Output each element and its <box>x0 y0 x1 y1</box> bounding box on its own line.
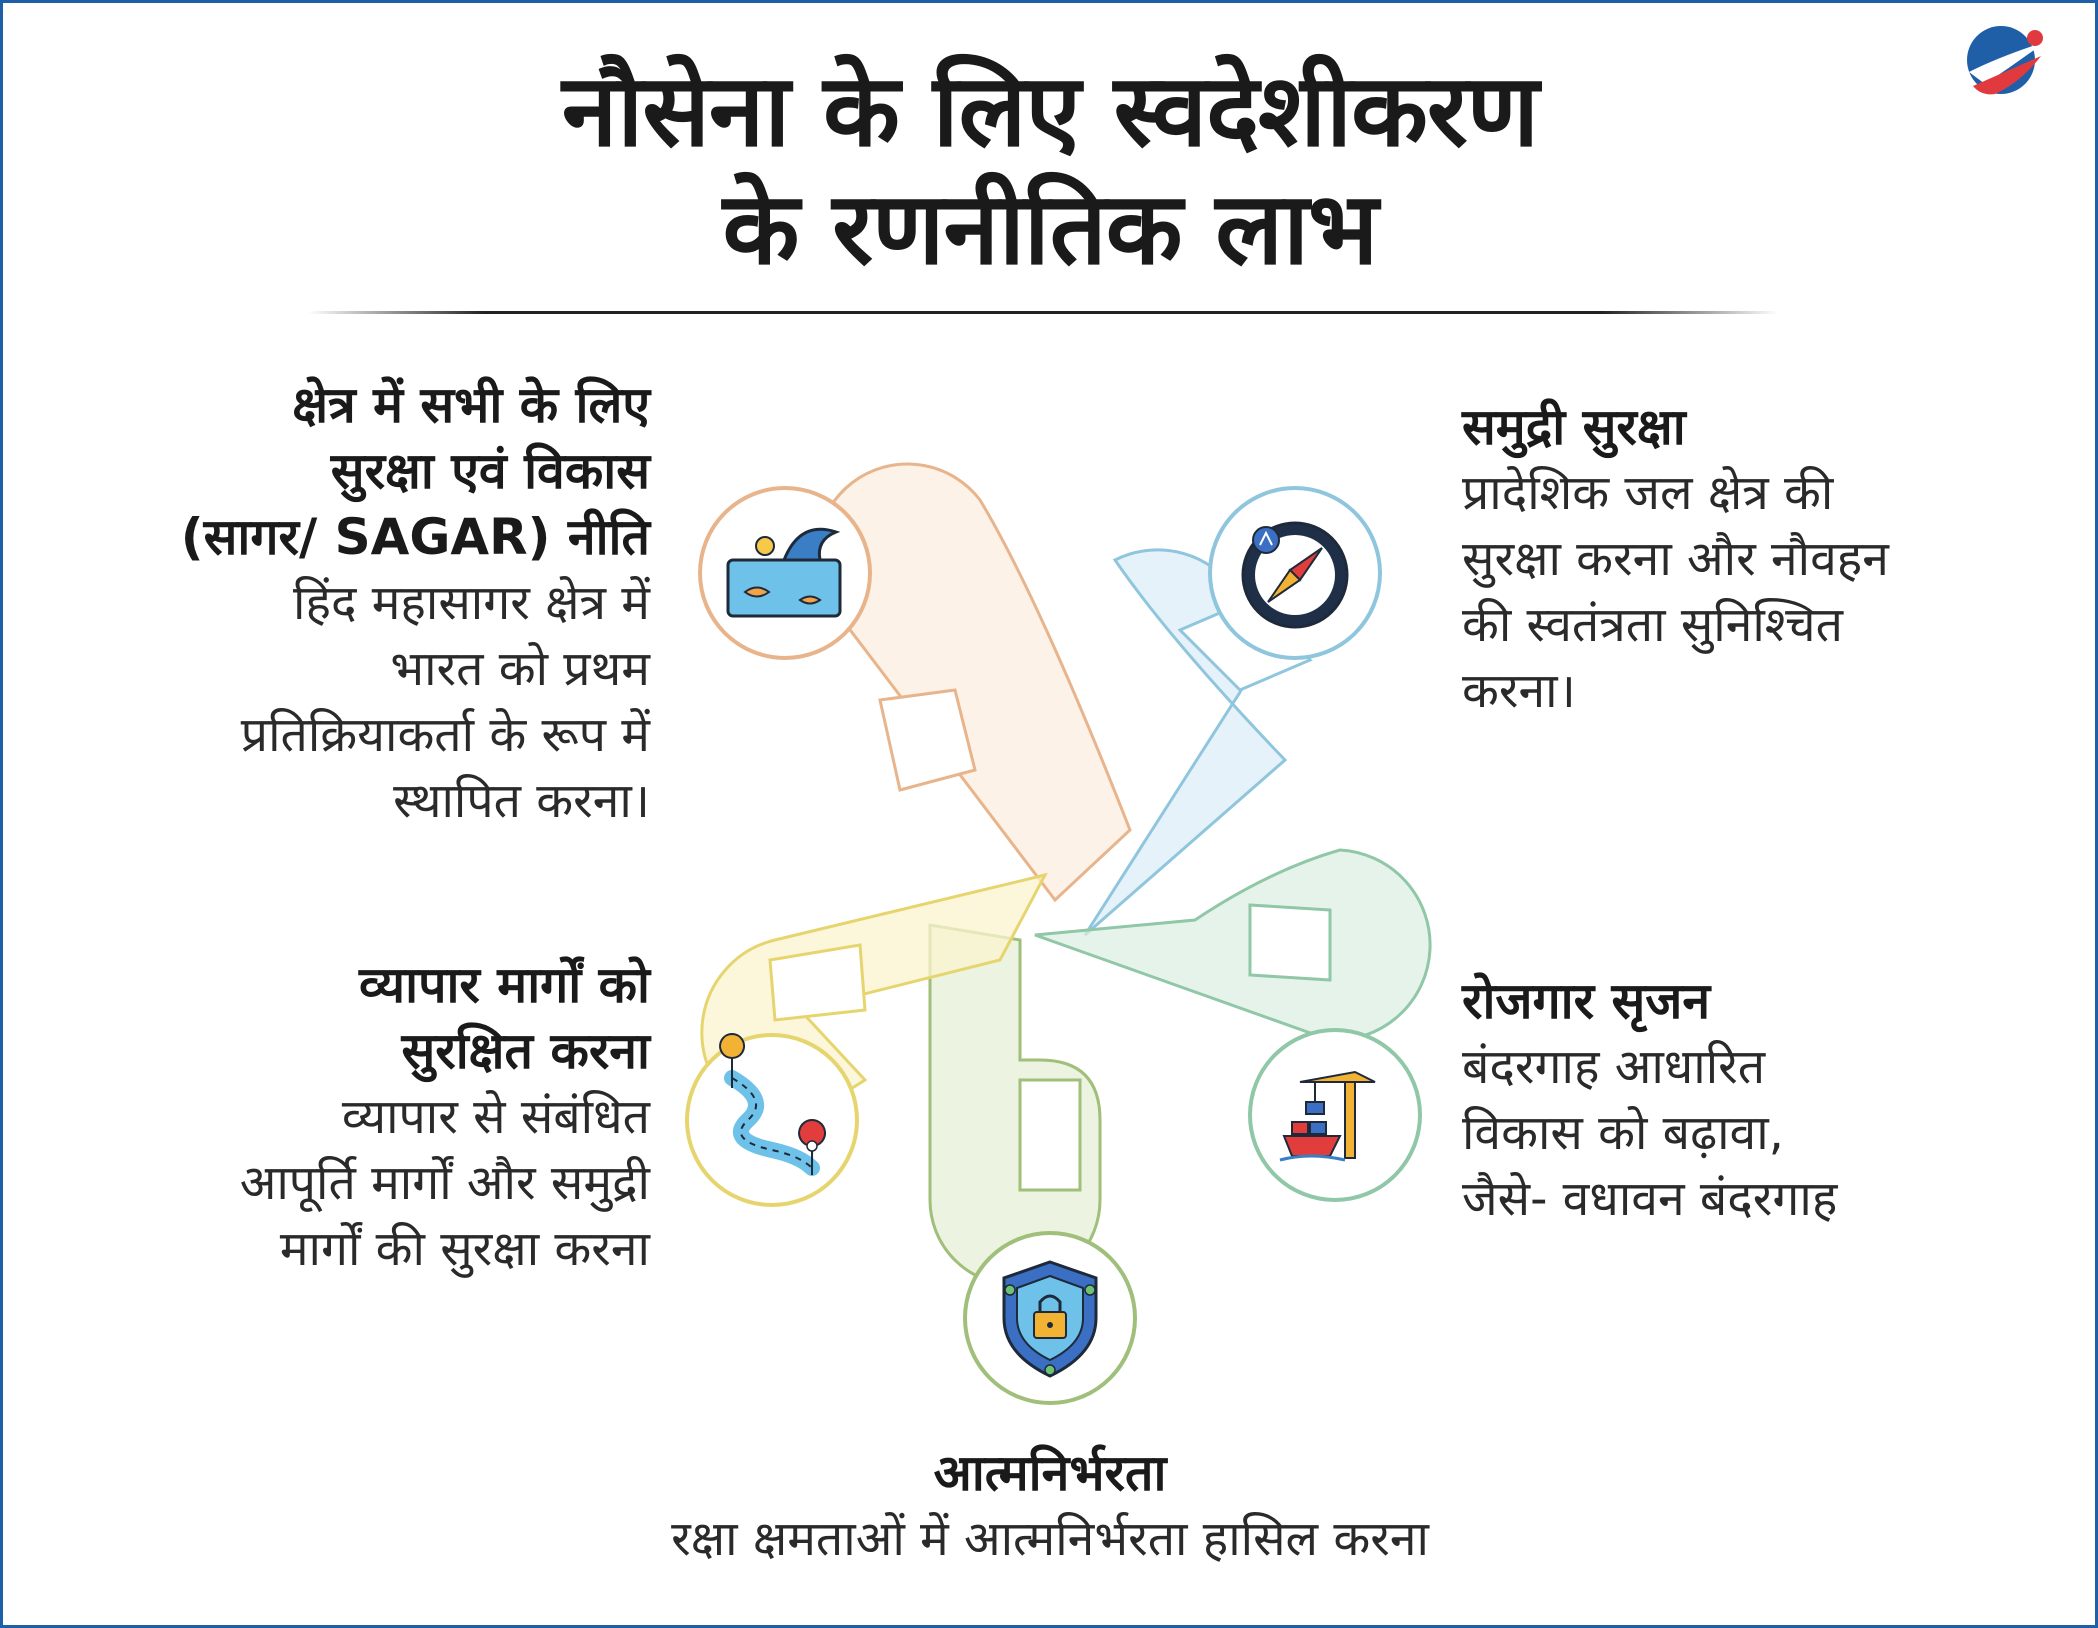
item-heading: रोजगार सृजन <box>1462 972 1711 1030</box>
title-line-2: के रणनीतिक लाभ <box>722 170 1378 287</box>
icon-circle-maritime-security <box>1210 488 1380 658</box>
item-heading: क्षेत्र में सभी के लिए सुरक्षा एवं विकास (सागर/ SAGAR) नीति <box>180 376 650 566</box>
item-sagar <box>60 372 650 834</box>
item-description: बंदरगाह आधारित विकास को बढ़ावा, जैसे- वधावन बंदरगाह <box>1462 1039 1838 1227</box>
arm-employment <box>1035 850 1430 1040</box>
title-line-1: नौसेना के लिए स्वदेशीकरण <box>561 52 1539 169</box>
item-trade-routes <box>60 952 650 1282</box>
item-self-reliance <box>450 1440 1650 1572</box>
arm-sagar <box>816 464 1130 900</box>
item-description: रक्षा क्षमताओं में आत्मनिर्भरता हासिल करना <box>671 1511 1429 1567</box>
icon-circle-self-reliance <box>965 1233 1135 1403</box>
item-description: प्रादेशिक जल क्षेत्र की सुरक्षा करना और नौवहन की स्वतंत्रता सुनिश्चित करना। <box>1462 465 1889 719</box>
icon-circle-employment <box>1250 1030 1420 1200</box>
compass-icon <box>1243 523 1347 627</box>
item-maritime-security <box>1462 394 2082 724</box>
icon-circle-trade-routes <box>687 1034 857 1205</box>
item-description: हिंद महासागर क्षेत्र में भारत को प्रथम प्रतिक्रियाकर्ता के रूप में स्थापित करना। <box>240 575 650 829</box>
item-heading: आत्मनिर्भरता <box>933 1444 1167 1502</box>
item-heading: समुद्री सुरक्षा <box>1462 398 1686 456</box>
icon-circle-sagar <box>700 488 870 658</box>
item-description: व्यापार से संबंधित आपूर्ति मार्गों और समुद्री मार्गों की सुरक्षा करना <box>239 1089 650 1277</box>
arm-self-reliance <box>930 925 1100 1285</box>
item-heading: व्यापार मार्गों को सुरक्षित करना <box>359 956 650 1080</box>
item-employment <box>1462 968 2082 1232</box>
